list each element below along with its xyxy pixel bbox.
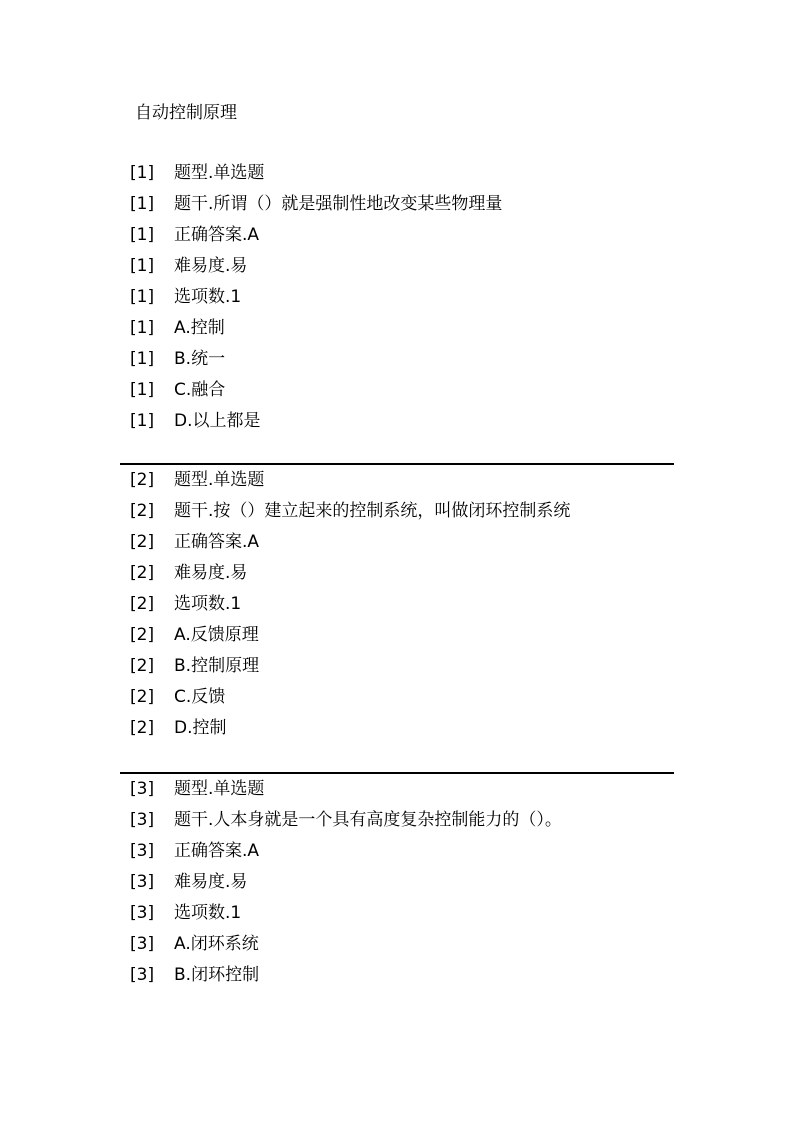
question-number: [1] (130, 380, 155, 400)
question-number: [2] (130, 563, 155, 583)
question-stem: 题干.人本身就是一个具有高度复杂控制能力的（）。 (174, 810, 562, 830)
correct-answer: 正确答案.A (174, 532, 260, 552)
option-d-row (120, 713, 674, 744)
question-number: [2] (130, 718, 155, 738)
difficulty: 难易度.易 (174, 256, 248, 276)
question-block-1 (120, 158, 674, 437)
question-type: 题型.单选题 (174, 779, 265, 799)
question-number: [1] (130, 318, 155, 338)
correct-answer-row (120, 527, 674, 558)
difficulty-row (120, 867, 674, 898)
option-b: B.统一 (174, 349, 226, 369)
question-number: [1] (130, 163, 155, 183)
option-b-row (120, 960, 674, 991)
option-b: B.闭环控制 (174, 965, 260, 985)
question-block-2 (120, 463, 674, 744)
question-type-row (120, 158, 674, 189)
question-number: [2] (130, 532, 155, 552)
difficulty: 难易度.易 (174, 563, 248, 583)
question-type-row (120, 774, 674, 805)
difficulty-row (120, 251, 674, 282)
question-stem: 题干.所谓（）就是强制性地改变某些物理量 (174, 194, 503, 214)
option-b-row (120, 651, 674, 682)
option-d-row (120, 406, 674, 437)
option-a-row (120, 313, 674, 344)
question-number: [2] (130, 594, 155, 614)
option-c: C.反馈 (174, 687, 226, 707)
question-number: [3] (130, 903, 155, 923)
document-title: 自动控制原理 (135, 103, 237, 123)
question-type: 题型.单选题 (174, 163, 265, 183)
option-count: 选项数.1 (174, 594, 242, 614)
question-stem-row (120, 496, 674, 527)
correct-answer: 正确答案.A (174, 841, 260, 861)
question-number: [3] (130, 779, 155, 799)
difficulty-row (120, 558, 674, 589)
question-block-3 (120, 772, 674, 991)
option-b: B.控制原理 (174, 656, 260, 676)
question-number: [1] (130, 256, 155, 276)
question-number: [1] (130, 194, 155, 214)
option-count: 选项数.1 (174, 287, 242, 307)
question-number: [1] (130, 225, 155, 245)
option-count-row (120, 282, 674, 313)
question-stem: 题干.按（）建立起来的控制系统，叫做闭环控制系统 (174, 501, 571, 521)
question-number: [2] (130, 470, 155, 490)
option-c: C.融合 (174, 380, 226, 400)
question-number: [3] (130, 934, 155, 954)
option-count: 选项数.1 (174, 903, 242, 923)
question-number: [2] (130, 687, 155, 707)
option-a: A.闭环系统 (174, 934, 259, 954)
question-stem-row (120, 805, 674, 836)
question-number: [3] (130, 810, 155, 830)
correct-answer: 正确答案.A (174, 225, 260, 245)
question-stem-row (120, 189, 674, 220)
option-a: A.控制 (174, 318, 225, 338)
correct-answer-row (120, 220, 674, 251)
option-d: D.以上都是 (174, 411, 261, 431)
option-c-row (120, 375, 674, 406)
question-type-row (120, 465, 674, 496)
question-number: [2] (130, 625, 155, 645)
question-number: [1] (130, 349, 155, 369)
question-number: [3] (130, 841, 155, 861)
option-c-row (120, 682, 674, 713)
option-a-row (120, 929, 674, 960)
option-a-row (120, 620, 674, 651)
question-type: 题型.单选题 (174, 470, 265, 490)
option-a: A.反馈原理 (174, 625, 259, 645)
correct-answer-row (120, 836, 674, 867)
question-number: [3] (130, 872, 155, 892)
question-number: [2] (130, 656, 155, 676)
option-b-row (120, 344, 674, 375)
option-d: D.控制 (174, 718, 227, 738)
question-number: [3] (130, 965, 155, 985)
question-number: [1] (130, 287, 155, 307)
option-count-row (120, 898, 674, 929)
question-number: [1] (130, 411, 155, 431)
difficulty: 难易度.易 (174, 872, 248, 892)
question-number: [2] (130, 501, 155, 521)
option-count-row (120, 589, 674, 620)
